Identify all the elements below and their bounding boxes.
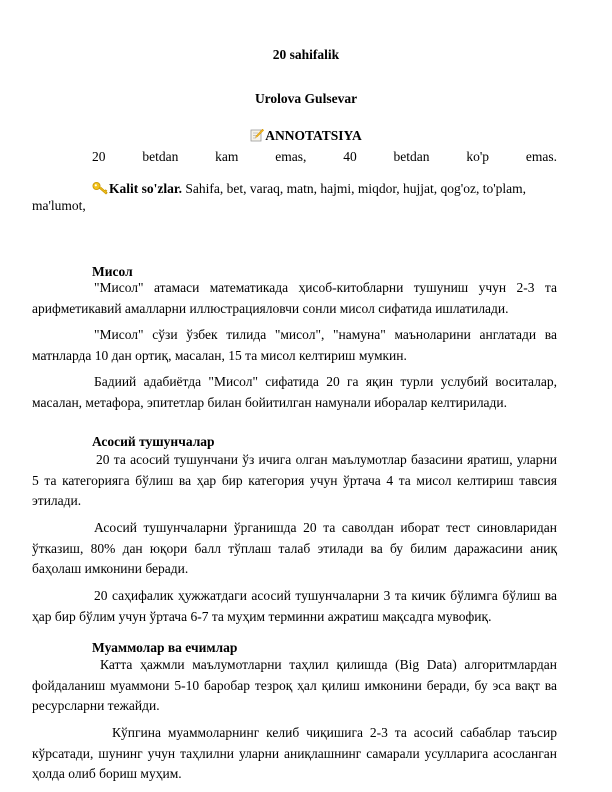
- annotation-word: ko'p: [466, 149, 490, 164]
- section-paragraph: 20 саҳифалик ҳужжатдаги асосий тушунчаларни 3 та кичик бўлимга бўлиш ва ҳар бир бўлим учун ўртача 6-7 та муҳим терминни ажратиш мақсадга мувофиқ.: [32, 588, 557, 624]
- page-count-title: 20 sahifalik: [272, 47, 340, 62]
- memo-pencil-icon: [250, 128, 264, 142]
- section-paragraph: Катта ҳажмли маълумотларни таҳлил қилишда (Big Data) алгоритмлардан фойдаланиш муаммони 5-10 баробар тезроқ ҳал қилиш имконини беради, бу эса вақт ва ресурсларни тежайди.: [32, 657, 557, 713]
- keywords-text: Sahifa, bet, varaq, matn, hajmi, miqdor, hujjat, qog'oz, to'plam,: [182, 181, 526, 196]
- annotation-word: emas,: [275, 149, 307, 164]
- section-paragraph: Асосий тушунчаларни ўрганишда 20 та саволдан иборат тест синовларидан ўтказиш, 80% дан юқори балл тўплаш талаб этилади ва бу билим даражасини аниқ баҳолаш имконини беради.: [32, 520, 557, 576]
- annotation-word: betdan: [142, 149, 179, 164]
- section-paragraph: 20 та асосий тушунчани ўз ичига олган маълумотлар базасини яратиш, уларни 5 та категорияга бўлиш ва ҳар бир категория учун ўртача 4 та мисол келтириш тавсия этилади.: [32, 452, 557, 508]
- keywords-block: [32, 180, 557, 214]
- annotation-title: ANNOTATSIYA: [265, 128, 362, 143]
- keywords-label: Kalit so'zlar.: [109, 181, 182, 196]
- section-paragraph: "Мисол" сўзи ўзбек тилида "мисол", "намуна" маъноларини англатади ва матнларда 10 дан ортиқ, масалан, 15 та мисол келтириш мумкин.: [32, 327, 557, 363]
- section-paragraph: Бадиий адабиётда "Мисол" сифатида 20 га яқин турли услубий воситалар, масалан, метафора, эпитетлар билан бойитилган намунали иборалар келтирилади.: [32, 374, 557, 410]
- annotation-word: kam: [215, 149, 239, 164]
- annotation-word: 40: [343, 149, 357, 164]
- annotation-word: emas.: [525, 149, 557, 164]
- annotation-heading: [0, 128, 612, 144]
- annotation-word: 20: [92, 149, 106, 164]
- section-heading: Муаммолар ва ечимлар: [92, 640, 238, 655]
- section-heading: Асосий тушунчалар: [92, 434, 215, 449]
- section-paragraph: "Мисол" атамаси математикада ҳисоб-китобларни тушуниш учун 2-3 та арифметикавий амалларни иллюстрацияловчи сонли мисол сифатида ишлатилади.: [32, 280, 557, 316]
- author-name: Urolova Gulsevar: [254, 91, 358, 106]
- keywords-continuation: ma'lumot,: [32, 198, 86, 213]
- annotation-word: betdan: [393, 149, 430, 164]
- section-paragraph: Кўпгина муаммоларнинг келиб чиқишига 2-3 та асосий сабаблар таъсир кўрсатади, шунинг учун таҳлилни уларни аниқлашнинг самарали усулларига асосланган ҳолда олиб бориш муҳим.: [32, 725, 557, 781]
- annotation-line: [92, 149, 557, 165]
- key-icon: [92, 181, 108, 195]
- section-heading: Мисол: [92, 264, 133, 279]
